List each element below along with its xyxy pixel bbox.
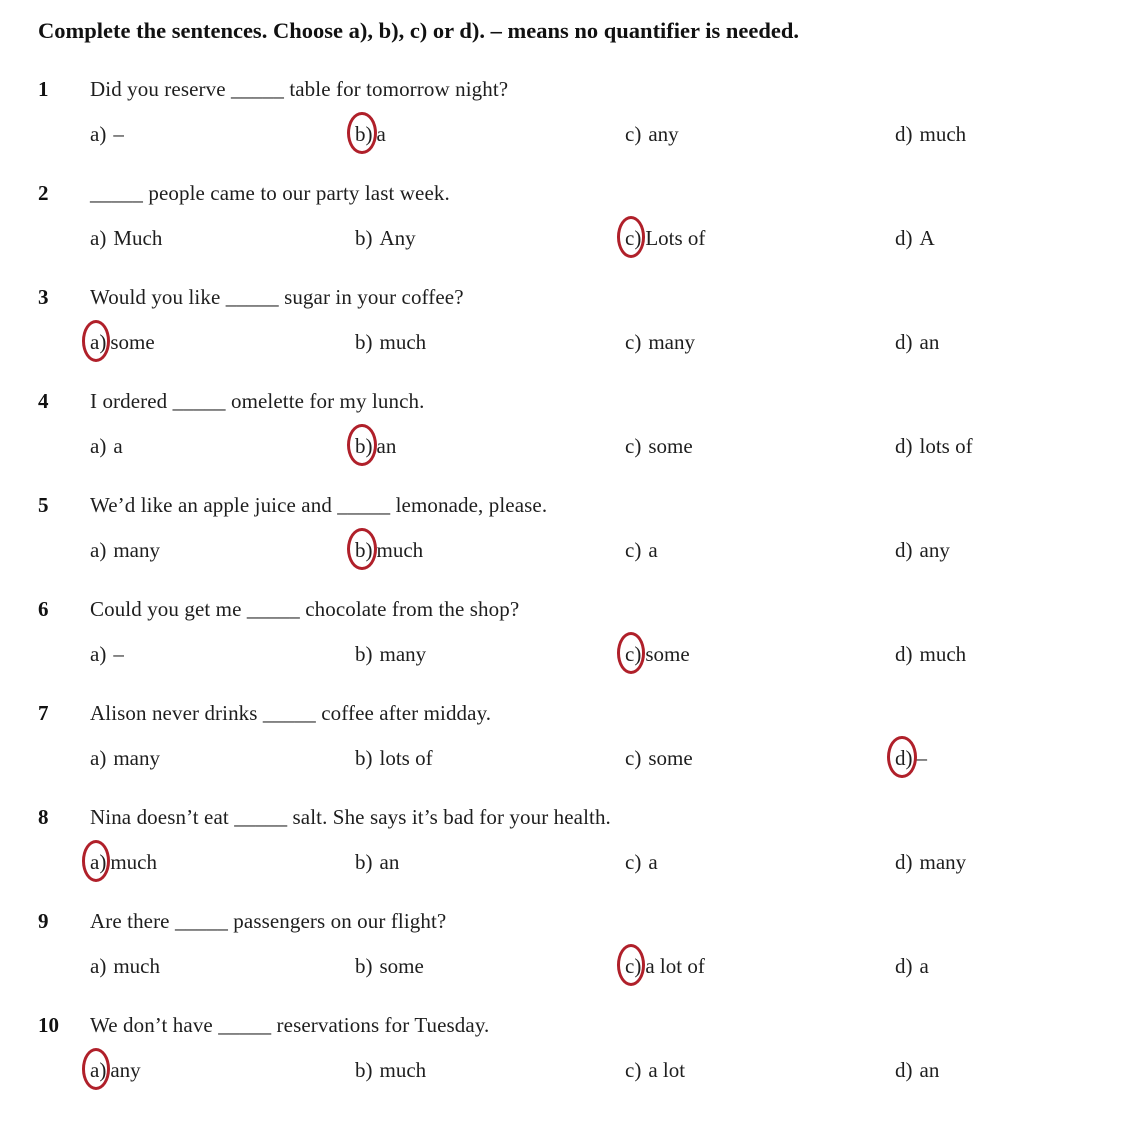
option[interactable] [355, 328, 625, 356]
option-circled-answer[interactable] [625, 640, 895, 668]
options-row [90, 536, 1118, 564]
worksheet-instructions: Complete the sentences. Choose a), b), c) or d). – means no quantifier is needed. [38, 18, 800, 43]
option-text: any [110, 1058, 141, 1082]
option-letter: c) [625, 1058, 642, 1082]
option-text: any [648, 122, 679, 146]
question-number: 1 [38, 77, 49, 101]
question-sentence: Are there _____ passengers on our flight? [90, 909, 447, 933]
option[interactable] [625, 1056, 895, 1084]
option-letter: a) [90, 434, 107, 458]
question [38, 907, 1118, 980]
option-letter: a) [90, 954, 107, 978]
option-letter: c) [625, 850, 642, 874]
option-letter: c) [625, 954, 642, 978]
question-sentence: We’d like an apple juice and _____ lemonade, please. [90, 493, 548, 517]
option-letter: d) [895, 330, 913, 354]
option-text: Much [113, 226, 163, 250]
option-text: a [376, 122, 386, 146]
option-letter: a) [90, 122, 107, 146]
options-row [90, 224, 1118, 252]
option-text: a [648, 538, 658, 562]
option[interactable] [355, 848, 625, 876]
question [38, 803, 1118, 876]
option-text: Any [379, 226, 416, 250]
option-text: a [919, 954, 929, 978]
option-text: a lot [648, 1058, 686, 1082]
questions-list [38, 75, 1118, 1084]
option-text: an [379, 850, 400, 874]
option-text: some [379, 954, 424, 978]
option-letter: d) [895, 226, 913, 250]
option[interactable] [625, 536, 895, 564]
option-text: much [919, 122, 967, 146]
option[interactable] [355, 952, 625, 980]
option-letter: d) [895, 122, 913, 146]
option-text: an [919, 1058, 940, 1082]
option-letter: b) [355, 954, 373, 978]
options-row [90, 744, 1118, 772]
option[interactable] [355, 744, 625, 772]
option-letter: b) [355, 642, 373, 666]
option-circled-answer[interactable] [90, 848, 355, 876]
option[interactable] [895, 536, 1118, 564]
option-text: many [113, 538, 160, 562]
option[interactable] [625, 744, 895, 772]
option-circled-answer[interactable] [355, 536, 625, 564]
option[interactable] [895, 328, 1118, 356]
option-text: some [110, 330, 155, 354]
option[interactable] [895, 952, 1118, 980]
option-letter: d) [895, 642, 913, 666]
option-letter: d) [895, 850, 913, 874]
option-letter: a) [90, 330, 107, 354]
question-number: 10 [38, 1013, 59, 1037]
option-letter: b) [355, 850, 373, 874]
option[interactable] [895, 640, 1118, 668]
option[interactable] [895, 432, 1118, 460]
option[interactable] [895, 1056, 1118, 1084]
option-text: an [919, 330, 940, 354]
options-row [90, 328, 1118, 356]
option-letter: c) [625, 746, 642, 770]
question-number: 8 [38, 805, 49, 829]
option-circled-answer[interactable] [90, 1056, 355, 1084]
option-text: many [379, 642, 427, 666]
option-text: a [648, 850, 658, 874]
question-sentence: Would you like _____ sugar in your coffee? [90, 285, 464, 309]
option-text: a lot of [645, 954, 705, 978]
option-circled-answer[interactable] [90, 328, 355, 356]
question [38, 1011, 1118, 1084]
option-circled-answer[interactable] [625, 224, 895, 252]
option-letter: b) [355, 746, 373, 770]
option[interactable] [625, 120, 895, 148]
option-letter: a) [90, 538, 107, 562]
question-number: 3 [38, 285, 49, 309]
option-letter: a) [90, 1058, 107, 1082]
option-text: many [648, 330, 695, 354]
option[interactable] [90, 432, 355, 460]
option-text: A [919, 226, 935, 250]
option-letter: d) [895, 538, 913, 562]
option-letter: c) [625, 538, 642, 562]
option-letter: d) [895, 434, 913, 458]
option-letter: a) [90, 746, 107, 770]
option-letter: c) [625, 122, 642, 146]
option-letter: a) [90, 642, 107, 666]
option-letter: b) [355, 226, 373, 250]
option-text: many [919, 850, 967, 874]
question-number: 6 [38, 597, 49, 621]
question [38, 179, 1118, 252]
option-text: much [376, 538, 424, 562]
question-sentence: _____ people came to our party last week. [90, 181, 450, 205]
question-sentence: I ordered _____ omelette for my lunch. [90, 389, 425, 413]
option-letter: c) [625, 226, 642, 250]
option-letter: d) [895, 746, 913, 770]
option[interactable] [355, 1056, 625, 1084]
question-number: 9 [38, 909, 49, 933]
option-text: some [648, 746, 693, 770]
option-circled-answer[interactable] [355, 432, 625, 460]
option-letter: b) [355, 538, 373, 562]
question-sentence: Did you reserve _____ table for tomorrow night? [90, 77, 509, 101]
option[interactable] [90, 120, 355, 148]
option-text: many [113, 746, 160, 770]
option-text: much [919, 642, 967, 666]
options-row [90, 640, 1118, 668]
option[interactable] [90, 952, 355, 980]
options-row [90, 848, 1118, 876]
option-letter: c) [625, 330, 642, 354]
option-letter: d) [895, 1058, 913, 1082]
options-row [90, 120, 1118, 148]
option-text: much [379, 1058, 427, 1082]
option-text: lots of [379, 746, 433, 770]
option-text: a [113, 434, 123, 458]
option[interactable] [895, 120, 1118, 148]
option[interactable] [625, 848, 895, 876]
options-row [90, 1056, 1118, 1084]
option-text: much [113, 954, 160, 978]
question-sentence: Could you get me _____ chocolate from the shop? [90, 597, 520, 621]
question-sentence: Nina doesn’t eat _____ salt. She says it’s bad for your health. [90, 805, 611, 829]
question [38, 595, 1118, 668]
option-letter: a) [90, 226, 107, 250]
option[interactable] [355, 640, 625, 668]
option-text: Lots of [645, 226, 706, 250]
option[interactable] [90, 640, 355, 668]
question-number: 5 [38, 493, 49, 517]
option-text: much [379, 330, 427, 354]
option-text: – [113, 122, 124, 146]
question-sentence: We don’t have _____ reservations for Tuesday. [90, 1013, 490, 1037]
option-text: – [916, 746, 927, 770]
option-circled-answer[interactable] [895, 744, 1118, 772]
option-letter: b) [355, 122, 373, 146]
option-text: an [376, 434, 397, 458]
option[interactable] [625, 432, 895, 460]
question-number: 7 [38, 701, 49, 725]
option-letter: b) [355, 434, 373, 458]
option[interactable] [625, 328, 895, 356]
option-text: lots of [919, 434, 973, 458]
option[interactable] [895, 224, 1118, 252]
option-text: some [648, 434, 693, 458]
option-text: any [919, 538, 950, 562]
options-row [90, 432, 1118, 460]
question [38, 75, 1118, 148]
option-letter: c) [625, 434, 642, 458]
option-letter: a) [90, 850, 107, 874]
option-letter: b) [355, 330, 373, 354]
option-letter: b) [355, 1058, 373, 1082]
option[interactable] [90, 536, 355, 564]
option[interactable] [895, 848, 1118, 876]
question-number: 4 [38, 389, 49, 413]
option[interactable] [90, 744, 355, 772]
option-letter: c) [625, 642, 642, 666]
option[interactable] [90, 224, 355, 252]
question [38, 699, 1118, 772]
option-circled-answer[interactable] [355, 120, 625, 148]
option-text: some [645, 642, 690, 666]
option[interactable] [355, 224, 625, 252]
option-letter: d) [895, 954, 913, 978]
options-row [90, 952, 1118, 980]
question-number: 2 [38, 181, 49, 205]
option-text: – [113, 642, 124, 666]
question-sentence: Alison never drinks _____ coffee after midday. [90, 701, 492, 725]
question [38, 491, 1118, 564]
option-text: much [110, 850, 157, 874]
question [38, 283, 1118, 356]
option-circled-answer[interactable] [625, 952, 895, 980]
question [38, 387, 1118, 460]
